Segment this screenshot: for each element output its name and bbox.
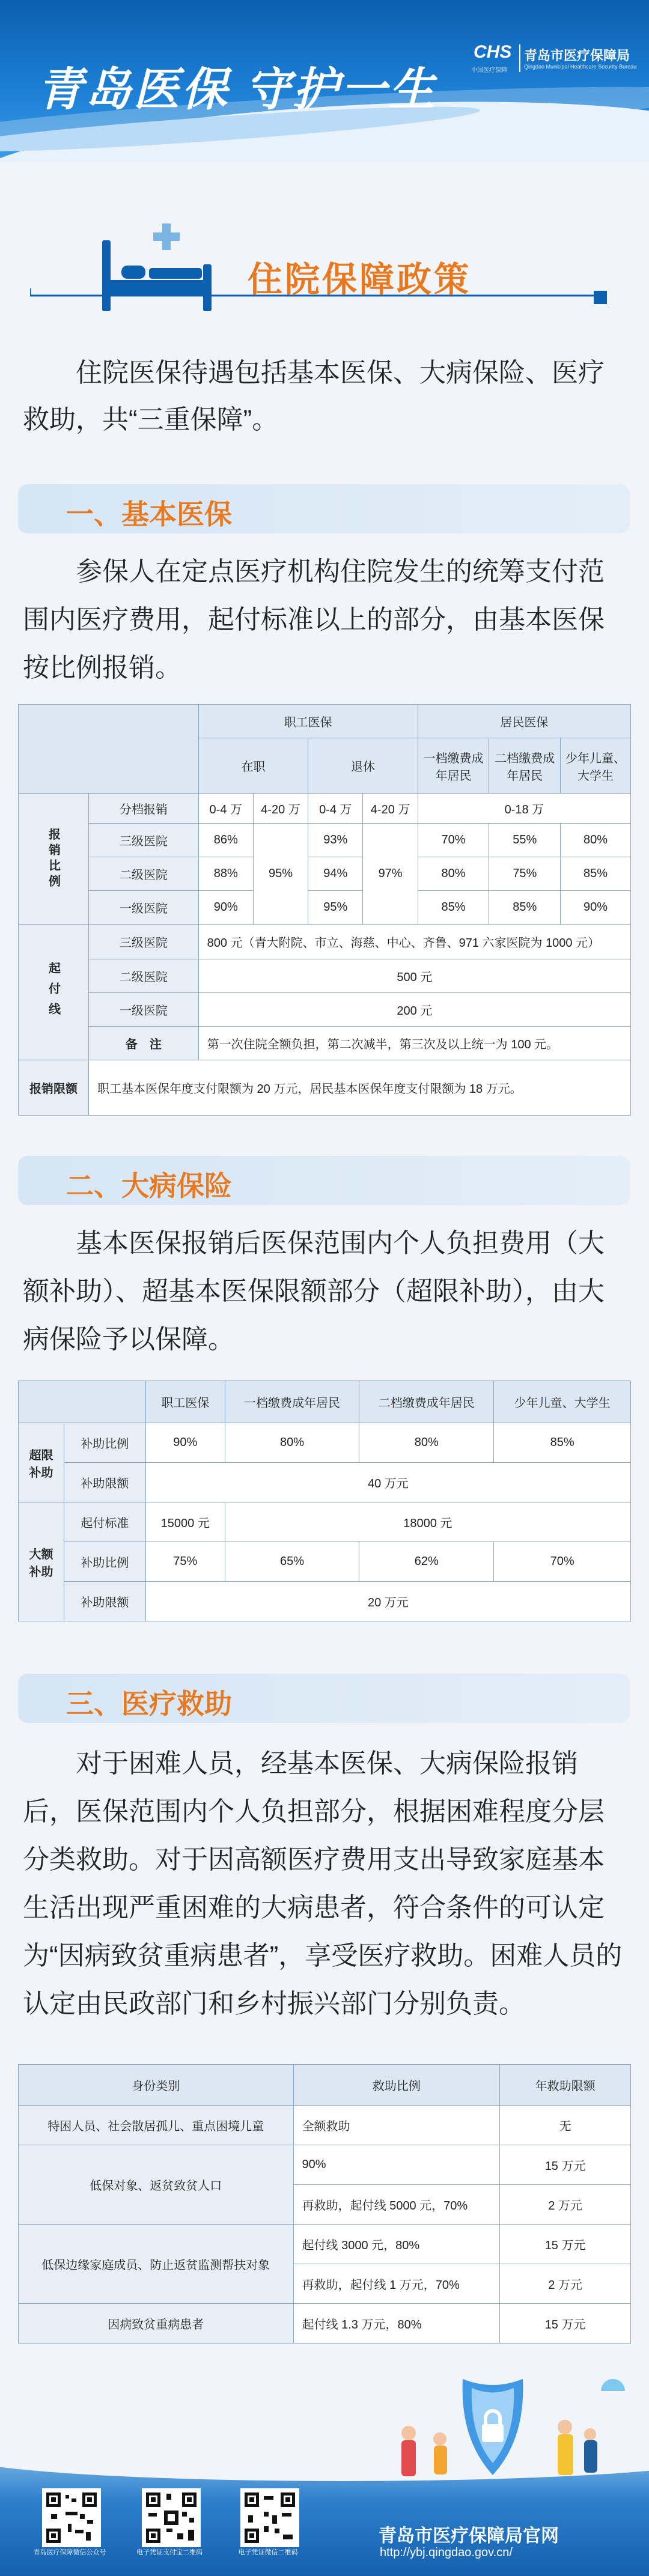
th-jm3: 少年儿童、大学生 xyxy=(561,738,631,794)
th-aid-ratio: 救助比例 xyxy=(293,2065,500,2106)
cell: 70% xyxy=(418,824,489,857)
qr-wechat-ecert[interactable] xyxy=(240,2488,299,2547)
bureau-name-en: Qingdao Municipal Healthcare Security Bureau xyxy=(524,64,637,70)
row-h3: 三级医院 xyxy=(89,824,199,857)
cell: 20 万元 xyxy=(145,1582,630,1621)
hospital-bed-icon xyxy=(97,222,218,318)
cell: 62% xyxy=(359,1542,494,1582)
cell: 第一次住院全额负担，第二次减半，第三次及以上统一为 100 元。 xyxy=(198,1027,630,1060)
cell: 80% xyxy=(225,1423,359,1463)
major-illness-table xyxy=(18,1381,631,1621)
bureau-name: 青岛市医疗保障局 xyxy=(524,48,630,63)
cell: 80% xyxy=(561,824,631,857)
th-zg2: 职工医保 xyxy=(145,1381,225,1423)
row-bzxe: 补助限额 xyxy=(64,1463,145,1502)
th-aid-type: 身份类别 xyxy=(19,2065,294,2106)
section-para-major: 基本医保报销后医保范围内个人负担费用（大额补助）、超基本医保限额部分（超限补助），由大病保险予以保障。 xyxy=(23,1229,605,1354)
chs-logo-sub: 中国医疗保障 xyxy=(471,67,507,74)
cell: 起付线 3000 元，80% xyxy=(293,2225,500,2264)
cell: 97% xyxy=(363,824,418,925)
cell: 起付线 1.3 万元，80% xyxy=(293,2304,500,2344)
cell: 15 万元 xyxy=(500,2304,631,2344)
cell: 再救助，起付线 1 万元，70% xyxy=(293,2264,500,2304)
website-url[interactable]: http://ybj.qingdao.gov.cn/ xyxy=(380,2546,513,2559)
th-zg: 职工医保 xyxy=(198,705,418,738)
logo-divider xyxy=(519,44,520,72)
policy-intro: 住院医保待遇包括基本医保、大病保险、医疗救助，共“三重保障”。 xyxy=(23,358,605,434)
row-qf-h2: 二级医院 xyxy=(89,959,199,993)
th-jm1-2: 一档缴费成年居民 xyxy=(225,1381,359,1423)
th-jm2-2: 二档缴费成年居民 xyxy=(359,1381,494,1423)
row-bzxe2: 补助限额 xyxy=(64,1582,145,1621)
cell: 200 元 xyxy=(198,993,630,1027)
chs-logo: CHS xyxy=(474,42,512,62)
cell: 85% xyxy=(418,891,489,925)
th-jm2: 二档缴费成年居民 xyxy=(489,738,561,794)
section-title-basic: 一、基本医保 xyxy=(66,499,232,530)
row-head-bxxe: 报销限额 xyxy=(19,1060,89,1116)
row-bzbl: 补助比例 xyxy=(64,1423,145,1463)
qr1-label: 青岛医疗保障微信公众号 xyxy=(33,2549,106,2556)
cell: 0-4 万 xyxy=(308,794,363,824)
cell: 70% xyxy=(494,1542,631,1582)
cell: 95% xyxy=(253,824,308,925)
th-zaizhi: 在职 xyxy=(198,738,308,794)
shield-lock-illustration xyxy=(373,2367,637,2517)
cell: 无 xyxy=(500,2106,631,2145)
header-banner xyxy=(0,0,649,162)
cell: 86% xyxy=(198,824,253,857)
th-jm1: 一档缴费成年居民 xyxy=(418,738,489,794)
th-aid-limit: 年救助限额 xyxy=(500,2065,631,2106)
cell: 因病致贫重病患者 xyxy=(19,2304,294,2344)
row-head-bxbl: 报销比例 xyxy=(19,794,89,925)
cell: 80% xyxy=(418,857,489,891)
cell: 40 万元 xyxy=(145,1463,630,1502)
cell: 90% xyxy=(198,891,253,925)
row-qf-h1: 一级医院 xyxy=(89,993,199,1027)
basic-insurance-table xyxy=(18,704,631,1116)
cell: 90% xyxy=(145,1423,225,1463)
row-fenduan: 分档报销 xyxy=(89,794,199,824)
cell: 4-20 万 xyxy=(253,794,308,824)
qr3-label: 电子凭证微信二维码 xyxy=(238,2549,298,2556)
cell: 94% xyxy=(308,857,363,891)
cell: 85% xyxy=(489,891,561,925)
cell: 18000 元 xyxy=(225,1502,630,1542)
qr2-label: 电子凭证支付宝二维码 xyxy=(136,2549,203,2556)
qr-code-icon xyxy=(242,2490,297,2545)
row-bz: 备 注 xyxy=(89,1027,199,1060)
row-head-debz: 大额补助 xyxy=(19,1502,64,1621)
cell: 800 元（青大附院、市立、海慈、中心、齐鲁、971 六家医院为 1000 元） xyxy=(198,925,630,959)
row-h2: 二级医院 xyxy=(89,857,199,891)
cell: 90% xyxy=(293,2145,500,2185)
cell: 2 万元 xyxy=(500,2264,631,2304)
cell: 0-4 万 xyxy=(198,794,253,824)
th-jm: 居民医保 xyxy=(418,705,630,738)
cell: 4-20 万 xyxy=(363,794,418,824)
qr-alipay-ecert[interactable] xyxy=(142,2488,201,2547)
cell: 15 万元 xyxy=(500,2225,631,2264)
cell: 90% xyxy=(561,891,631,925)
cell: 93% xyxy=(308,824,363,857)
cell: 88% xyxy=(198,857,253,891)
policy-title: 住院保障政策 xyxy=(248,260,472,299)
th-jm3-2: 少年儿童、大学生 xyxy=(494,1381,631,1423)
cell: 75% xyxy=(145,1542,225,1582)
cell: 55% xyxy=(489,824,561,857)
cell: 职工基本医保年度支付限额为 20 万元，居民基本医保年度支付限额为 18 万元。 xyxy=(89,1060,631,1116)
cell: 15000 元 xyxy=(145,1502,225,1542)
row-head-qfx: 起付线 xyxy=(19,925,89,1060)
cell: 低保边缘家庭成员、防止返贫监测帮扶对象 xyxy=(19,2225,294,2304)
website-name: 青岛市医疗保障局官网 xyxy=(379,2526,559,2546)
th-tuixiu: 退休 xyxy=(308,738,418,794)
row-bzbl2: 补助比例 xyxy=(64,1542,145,1582)
cell: 0-18 万 xyxy=(418,794,630,824)
row-qf-h3: 三级医院 xyxy=(89,925,199,959)
medical-aid-table xyxy=(18,2064,631,2344)
row-h1: 一级医院 xyxy=(89,891,199,925)
qr-code-icon xyxy=(44,2490,99,2545)
cell: 95% xyxy=(308,891,363,925)
cell: 特困人员、社会散居孤儿、重点困境儿童 xyxy=(19,2106,294,2145)
header-title: 青岛医保 守护一生 xyxy=(37,64,437,115)
row-head-cxbz: 超限补助 xyxy=(19,1423,64,1502)
cell: 65% xyxy=(225,1542,359,1582)
cell: 85% xyxy=(561,857,631,891)
cell: 低保对象、返贫致贫人口 xyxy=(19,2145,294,2225)
cell: 85% xyxy=(494,1423,631,1463)
qr-code-icon xyxy=(144,2490,199,2545)
cell: 全额救助 xyxy=(293,2106,500,2145)
section-title-aid: 三、医疗救助 xyxy=(66,1688,232,1719)
cell: 再救助，起付线 5000 元，70% xyxy=(293,2185,500,2225)
cell: 2 万元 xyxy=(500,2185,631,2225)
cell: 75% xyxy=(489,857,561,891)
cell: 15 万元 xyxy=(500,2145,631,2185)
cell: 500 元 xyxy=(198,959,630,993)
row-qfbz: 起付标准 xyxy=(64,1502,145,1542)
cell: 80% xyxy=(359,1423,494,1463)
section-para-aid: 对于困难人员，经基本医保、大病保险报销后，医保范围内个人负担部分，根据困难程度分层分类救助。对于因高额医疗费用支出导致家庭基本生活出现严重困难的大病患者，符合条件的可认定为“因病致贫重病患者”，享受医疗救助。困难人员的认定由民政部门和乡村振兴部门分别负责。 xyxy=(23,1749,623,2019)
qr-wechat-official[interactable] xyxy=(42,2488,101,2547)
section-para-basic: 参保人在定点医疗机构住院发生的统筹支付范围内医疗费用，起付标准以上的部分，由基本医保按比例报销。 xyxy=(23,557,605,682)
section-title-major: 二、大病保险 xyxy=(66,1170,232,1201)
